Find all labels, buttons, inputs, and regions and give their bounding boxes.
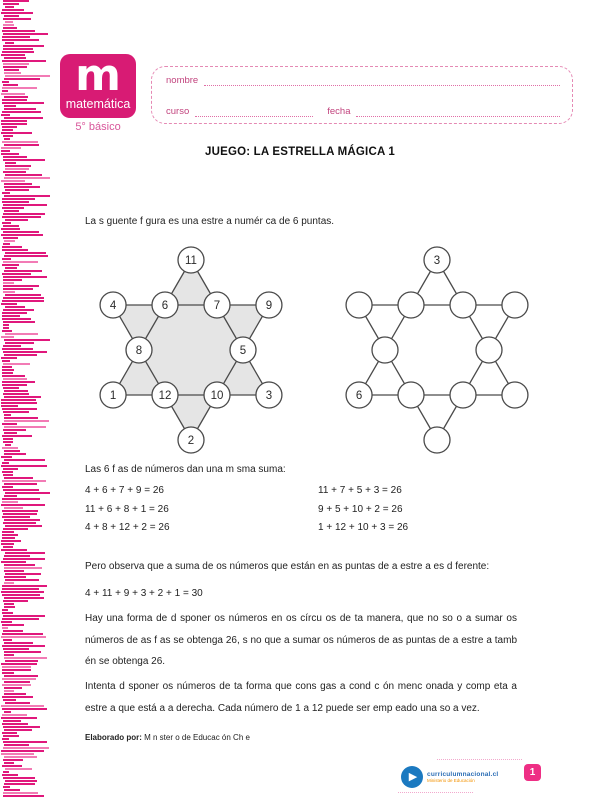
star-node-value: 8 <box>135 345 143 358</box>
footer-dotted-decoration <box>398 792 473 793</box>
logo-circle-icon <box>401 766 423 788</box>
course-field-line <box>195 106 313 117</box>
equation: 11 + 7 + 5 + 3 = 26 <box>318 485 402 496</box>
star-node-value: 4 <box>109 300 117 313</box>
equation: 4 + 6 + 7 + 9 = 26 <box>85 485 164 496</box>
form-row-name <box>166 75 560 86</box>
equations-left-column <box>85 482 170 538</box>
explain-paragraph: Hay una forma de d sponer os números en os círcu os de ta manera, que no so o a sumar os números de as f as se obtenga 26, s no que a sumar os números de as puntas de a estre a tamb én se obtenga 26. <box>85 613 517 667</box>
magic-star-left <box>100 247 282 453</box>
star-node-circle <box>398 292 424 318</box>
name-label: nombre <box>166 75 199 86</box>
date-label: fecha <box>327 106 351 117</box>
course-label: curso <box>166 106 190 117</box>
logo-text-line2: Ministerio de Educación <box>427 778 475 783</box>
star-node-value: 11 <box>185 255 197 268</box>
matematica-logo <box>60 50 136 118</box>
logo-subject-label: matemática <box>65 97 131 111</box>
star-node-circle <box>424 427 450 453</box>
star-node-value: 10 <box>210 390 224 403</box>
form-row-course-date <box>166 106 560 117</box>
star-node-circle <box>372 337 398 363</box>
star-node-circle <box>346 292 372 318</box>
curriculum-nacional-logo <box>401 766 498 788</box>
star-node-circle <box>502 292 528 318</box>
star-node-value: 7 <box>213 300 221 313</box>
logo-text <box>427 771 498 783</box>
magic-star-right <box>346 247 528 453</box>
logo-text-line1: curriculumnacional.cl <box>427 771 499 778</box>
play-arrow-icon: ▶ <box>408 770 418 783</box>
star-node-value: 6 <box>161 300 169 313</box>
star-node-circle <box>450 382 476 408</box>
star-node-circle <box>398 382 424 408</box>
credit-line <box>85 733 250 742</box>
name-field-line <box>204 75 560 86</box>
equation: 1 + 12 + 10 + 3 = 26 <box>318 522 409 533</box>
star-node-value: 3 <box>265 390 273 403</box>
star-node-value: 1 <box>109 390 117 403</box>
star-node-value: 9 <box>265 300 273 313</box>
points-paragraph: Pero observa que a suma de os números que están en as puntas de a estre a es d ferente: <box>85 561 490 572</box>
logo-letter-m: m <box>75 50 121 101</box>
star-node-value: 6 <box>355 390 363 403</box>
sums-intro-text: Las 6 f as de números dan una m sma suma: <box>85 464 286 475</box>
equation: 4 + 8 + 12 + 2 = 26 <box>85 522 170 533</box>
equation: 11 + 6 + 8 + 1 = 26 <box>85 503 169 515</box>
star-node-value: 3 <box>433 255 441 268</box>
credit-label: Elaborado por: <box>85 733 142 742</box>
task-paragraph: Intenta d sponer os números de ta forma que cons gas a cond c ón menc onada y comp eta a estre a que está a a derecha. Cada número de 1 a 12 puede ser emp eado una so a vez. <box>85 681 517 714</box>
star-node-value: 12 <box>158 390 172 403</box>
grade-label: 5° básico <box>75 121 121 133</box>
footer-dotted-decoration <box>437 759 522 760</box>
intro-paragraph: La s guente f gura es una estre a numér ca de 6 puntas. <box>85 216 335 227</box>
star-node-value: 2 <box>187 435 195 448</box>
star-node-circle <box>450 292 476 318</box>
equations-right-column <box>318 482 408 538</box>
star-node-value: 5 <box>239 345 247 358</box>
page-title: JUEGO: LA ESTRELLA MÁGICA 1 <box>204 146 396 158</box>
star-node-circle <box>476 337 502 363</box>
credit-value: M n ster o de Educac ón Ch e <box>141 733 250 742</box>
page-number-badge: 1 <box>524 764 541 781</box>
magic-stars-figure <box>0 240 600 472</box>
star-node-circle <box>502 382 528 408</box>
date-field-line <box>356 106 560 117</box>
points-sum-equation: 4 + 11 + 9 + 3 + 2 + 1 = 30 <box>85 588 203 599</box>
equation: 9 + 5 + 10 + 2 = 26 <box>318 503 403 515</box>
student-info-form <box>151 66 573 124</box>
